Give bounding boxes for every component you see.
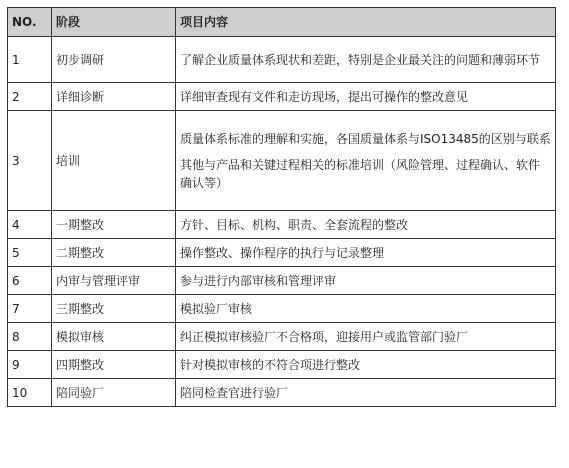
row-content [176, 379, 556, 407]
row-content-text: 参与进行内部审核和管理评审 [180, 273, 337, 288]
row-content [176, 295, 556, 323]
table-row [8, 111, 556, 211]
row-content-text: 针对模拟审核的不符合项进行整改 [180, 357, 361, 372]
table-row [8, 379, 556, 407]
row-stage: 内审与管理评审 [52, 267, 176, 295]
table-row [8, 83, 556, 111]
row-content [176, 267, 556, 295]
table-row [8, 323, 556, 351]
row-content-text: 其他与产品和关键过程相关的标准培训（风险管理、过程确认、软件确认等） [180, 157, 541, 190]
row-number: 3 [8, 111, 52, 211]
row-stage: 培训 [52, 111, 176, 211]
row-content [176, 351, 556, 379]
row-number: 9 [8, 351, 52, 379]
project-stages-table [7, 7, 556, 407]
table-row [8, 239, 556, 267]
row-content-text: 纠正模拟审核验厂不合格项，迎接用户或监管部门验厂 [180, 329, 469, 344]
row-content [176, 239, 556, 267]
row-stage: 一期整改 [52, 211, 176, 239]
table-row [8, 37, 556, 83]
row-number: 5 [8, 239, 52, 267]
row-stage: 模拟审核 [52, 323, 176, 351]
header-content: 项目内容 [176, 8, 556, 37]
header-stage: 阶段 [52, 8, 176, 37]
row-stage: 四期整改 [52, 351, 176, 379]
row-content-text: 质量体系标准的理解和实施，各国质量体系与ISO13485的区别与联系 [180, 131, 551, 146]
row-stage: 二期整改 [52, 239, 176, 267]
row-content [176, 37, 556, 83]
row-content-text: 详细审查现有文件和走访现场，提出可操作的整改意见 [180, 89, 469, 104]
row-content-text: 陪同检查官进行验厂 [180, 385, 289, 400]
table-row [8, 267, 556, 295]
row-number: 2 [8, 83, 52, 111]
table-row [8, 211, 556, 239]
row-content-text: 模拟验厂审核 [180, 301, 253, 316]
table-row [8, 351, 556, 379]
row-stage: 详细诊断 [52, 83, 176, 111]
header-no: NO. [8, 8, 52, 37]
row-number: 1 [8, 37, 52, 83]
row-number: 10 [8, 379, 52, 407]
row-number: 8 [8, 323, 52, 351]
table-header-row [8, 8, 556, 37]
row-content [176, 111, 556, 211]
row-content-text: 了解企业质量体系现状和差距，特别是企业最关注的问题和薄弱环节 [180, 52, 541, 67]
row-number: 7 [8, 295, 52, 323]
row-content [176, 83, 556, 111]
row-content-text: 操作整改、操作程序的执行与记录整理 [180, 245, 385, 260]
table-row [8, 295, 556, 323]
project-table-container [7, 7, 556, 407]
row-stage: 陪同验厂 [52, 379, 176, 407]
row-content [176, 323, 556, 351]
row-stage: 初步调研 [52, 37, 176, 83]
row-content-text: 方针、目标、机构、职责、全套流程的整改 [180, 217, 409, 232]
row-number: 6 [8, 267, 52, 295]
row-number: 4 [8, 211, 52, 239]
row-stage: 三期整改 [52, 295, 176, 323]
row-content [176, 211, 556, 239]
